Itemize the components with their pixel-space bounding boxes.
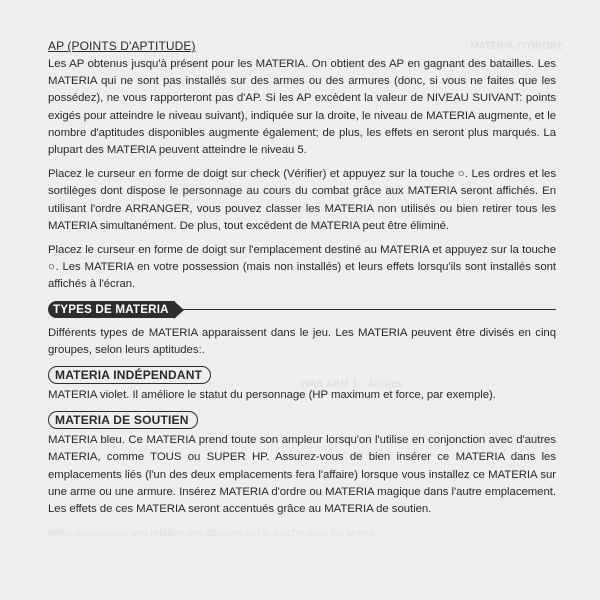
independant-section-title: MATERIA INDÉPENDANT (48, 366, 211, 384)
ap-section-title: AP (POINTS D'APTITUDE) (48, 39, 196, 53)
ap-paragraph-2: Placez le curseur en forme de doigt sur check (Vérifier) et appuyez sur la touche ○. Les ordres et les sortilèges dont dispose le personnage au cours du combat grâce aux MATERIA seront affichés. En utilisant l'ordre ARRANGER, vous pouvez classer les MATERIA non utilisés ou bien retirer tous les MATERIA simultanément. De plus, tout excédent de MATERIA peut être éliminé. (48, 168, 556, 232)
independant-banner (48, 366, 556, 384)
bleed-through-text: effets nécessaires une relation des attaques sur le touche dans les armes (48, 528, 375, 539)
soutien-paragraph: MATERIA bleu. Ce MATERIA prend toute son ampleur lorsqu'on l'utilise en conjonction avec d'autres MATERIA, comme TOUS ou SUPER HP. Assurez-vous de bien insérer ce MATERIA dans les emplacements liés (l'un des deux emplacements fera l'affaire) lorsque vous installez ce MATERIA sur une arme ou une armure. Insérez MATERIA d'ordre ou MATERIA magique dans l'autre emplacement. Les effets de ces MATERIA seront accentués grâce au MATERIA de soutien. (48, 434, 556, 516)
page-content (48, 38, 556, 525)
bleed-through-text: WAR ARM 1 · Arimes (300, 379, 403, 390)
independant-paragraph: MATERIA violet. Il améliore le statut du personnage (HP maximum et force, par exemple). (48, 389, 496, 402)
soutien-banner (48, 411, 556, 429)
ap-paragraph-1: Les AP obtenus jusqu'à présent pour les MATERIA. On obtient des AP en gagnant des batailles. Les MATERIA qui ne sont pas installés sur des armes ou des armures (donc, si vous ne faites que les possédez), ne vous rapporteront pas d'AP. Si les AP excèdent la valeur de NIVEAU SUIVANT: points exigés pour atteindre le niveau suivant), indiquée sur la droite, le niveau de MATERIA augmente, et le nombre d'aptitudes disponibles augmente également; de plus, les effets en seront plus marqués. La plupart des MATERIA peuvent atteindre le niveau 5. (48, 58, 556, 157)
types-section-title: TYPES DE MATERIA (48, 301, 175, 318)
types-banner (48, 301, 556, 319)
types-paragraph: Différents types de MATERIA apparaissent dans le jeu. Les MATERIA peuvent être divisés en cinq groupes, selon leurs aptitudes:. (48, 326, 556, 356)
ap-paragraph-3: Placez le curseur en forme de doigt sur l'emplacement destiné au MATERIA et appuyez sur la touche ○. Les MATERIA en votre possession (mais non installés) et leurs effets lorsqu'ils sont installés sont affichés à l'écran. (48, 244, 556, 291)
banner-divider (183, 309, 556, 310)
bleed-through-text: MATERIA D'ORDRE (470, 41, 564, 52)
soutien-section-title: MATERIA DE SOUTIEN (48, 411, 198, 429)
